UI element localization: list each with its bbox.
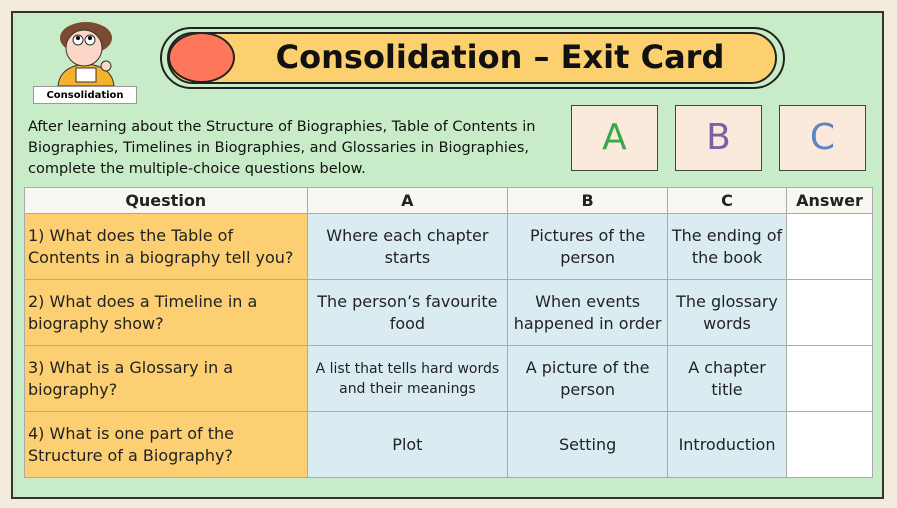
question: 2) What does a Timeline in a biography show?: [25, 280, 308, 346]
header-b: B: [508, 188, 668, 214]
thinking-girl-icon: [48, 18, 124, 88]
table-row: [25, 214, 873, 280]
option-c[interactable]: A chapter title: [668, 346, 787, 412]
option-b[interactable]: When events happened in order: [508, 280, 668, 346]
option-a[interactable]: The person’s favourite food: [307, 280, 508, 346]
option-a[interactable]: A list that tells hard words and their meanings: [307, 346, 508, 412]
answer-cell[interactable]: [786, 412, 872, 478]
option-c[interactable]: Introduction: [668, 412, 787, 478]
option-b-card[interactable]: B: [675, 105, 762, 171]
option-b[interactable]: Setting: [508, 412, 668, 478]
questions-table: [24, 187, 873, 478]
question: 3) What is a Glossary in a biography?: [25, 346, 308, 412]
answer-cell[interactable]: [786, 280, 872, 346]
option-b[interactable]: A picture of the person: [508, 346, 668, 412]
option-c-card[interactable]: C: [779, 105, 866, 171]
question: 1) What does the Table of Contents in a biography tell you?: [25, 214, 308, 280]
red-dot-icon: [168, 32, 235, 83]
table-row: [25, 280, 873, 346]
answer-cell[interactable]: [786, 346, 872, 412]
consolidation-badge: Consolidation: [33, 86, 137, 104]
question: 4) What is one part of the Structure of a Biography?: [25, 412, 308, 478]
option-c[interactable]: The ending of the book: [668, 214, 787, 280]
header-c: C: [668, 188, 787, 214]
header-answer: Answer: [786, 188, 872, 214]
option-a-card[interactable]: A: [571, 105, 658, 171]
header-question: Question: [25, 188, 308, 214]
answer-cell[interactable]: [786, 214, 872, 280]
header-a: A: [307, 188, 508, 214]
table-row: [25, 412, 873, 478]
option-a[interactable]: Plot: [307, 412, 508, 478]
table-header: [25, 188, 873, 214]
option-c[interactable]: The glossary words: [668, 280, 787, 346]
option-a[interactable]: Where each chapter starts: [307, 214, 508, 280]
option-b[interactable]: Pictures of the person: [508, 214, 668, 280]
page-title: Consolidation – Exit Card: [275, 38, 725, 76]
table-row: [25, 346, 873, 412]
instructions: After learning about the Structure of Biographies, Table of Contents in Biographies, Timelines in Biographies, and Glossaries in Biographies, complete the multiple-choice questions below.: [28, 119, 536, 177]
